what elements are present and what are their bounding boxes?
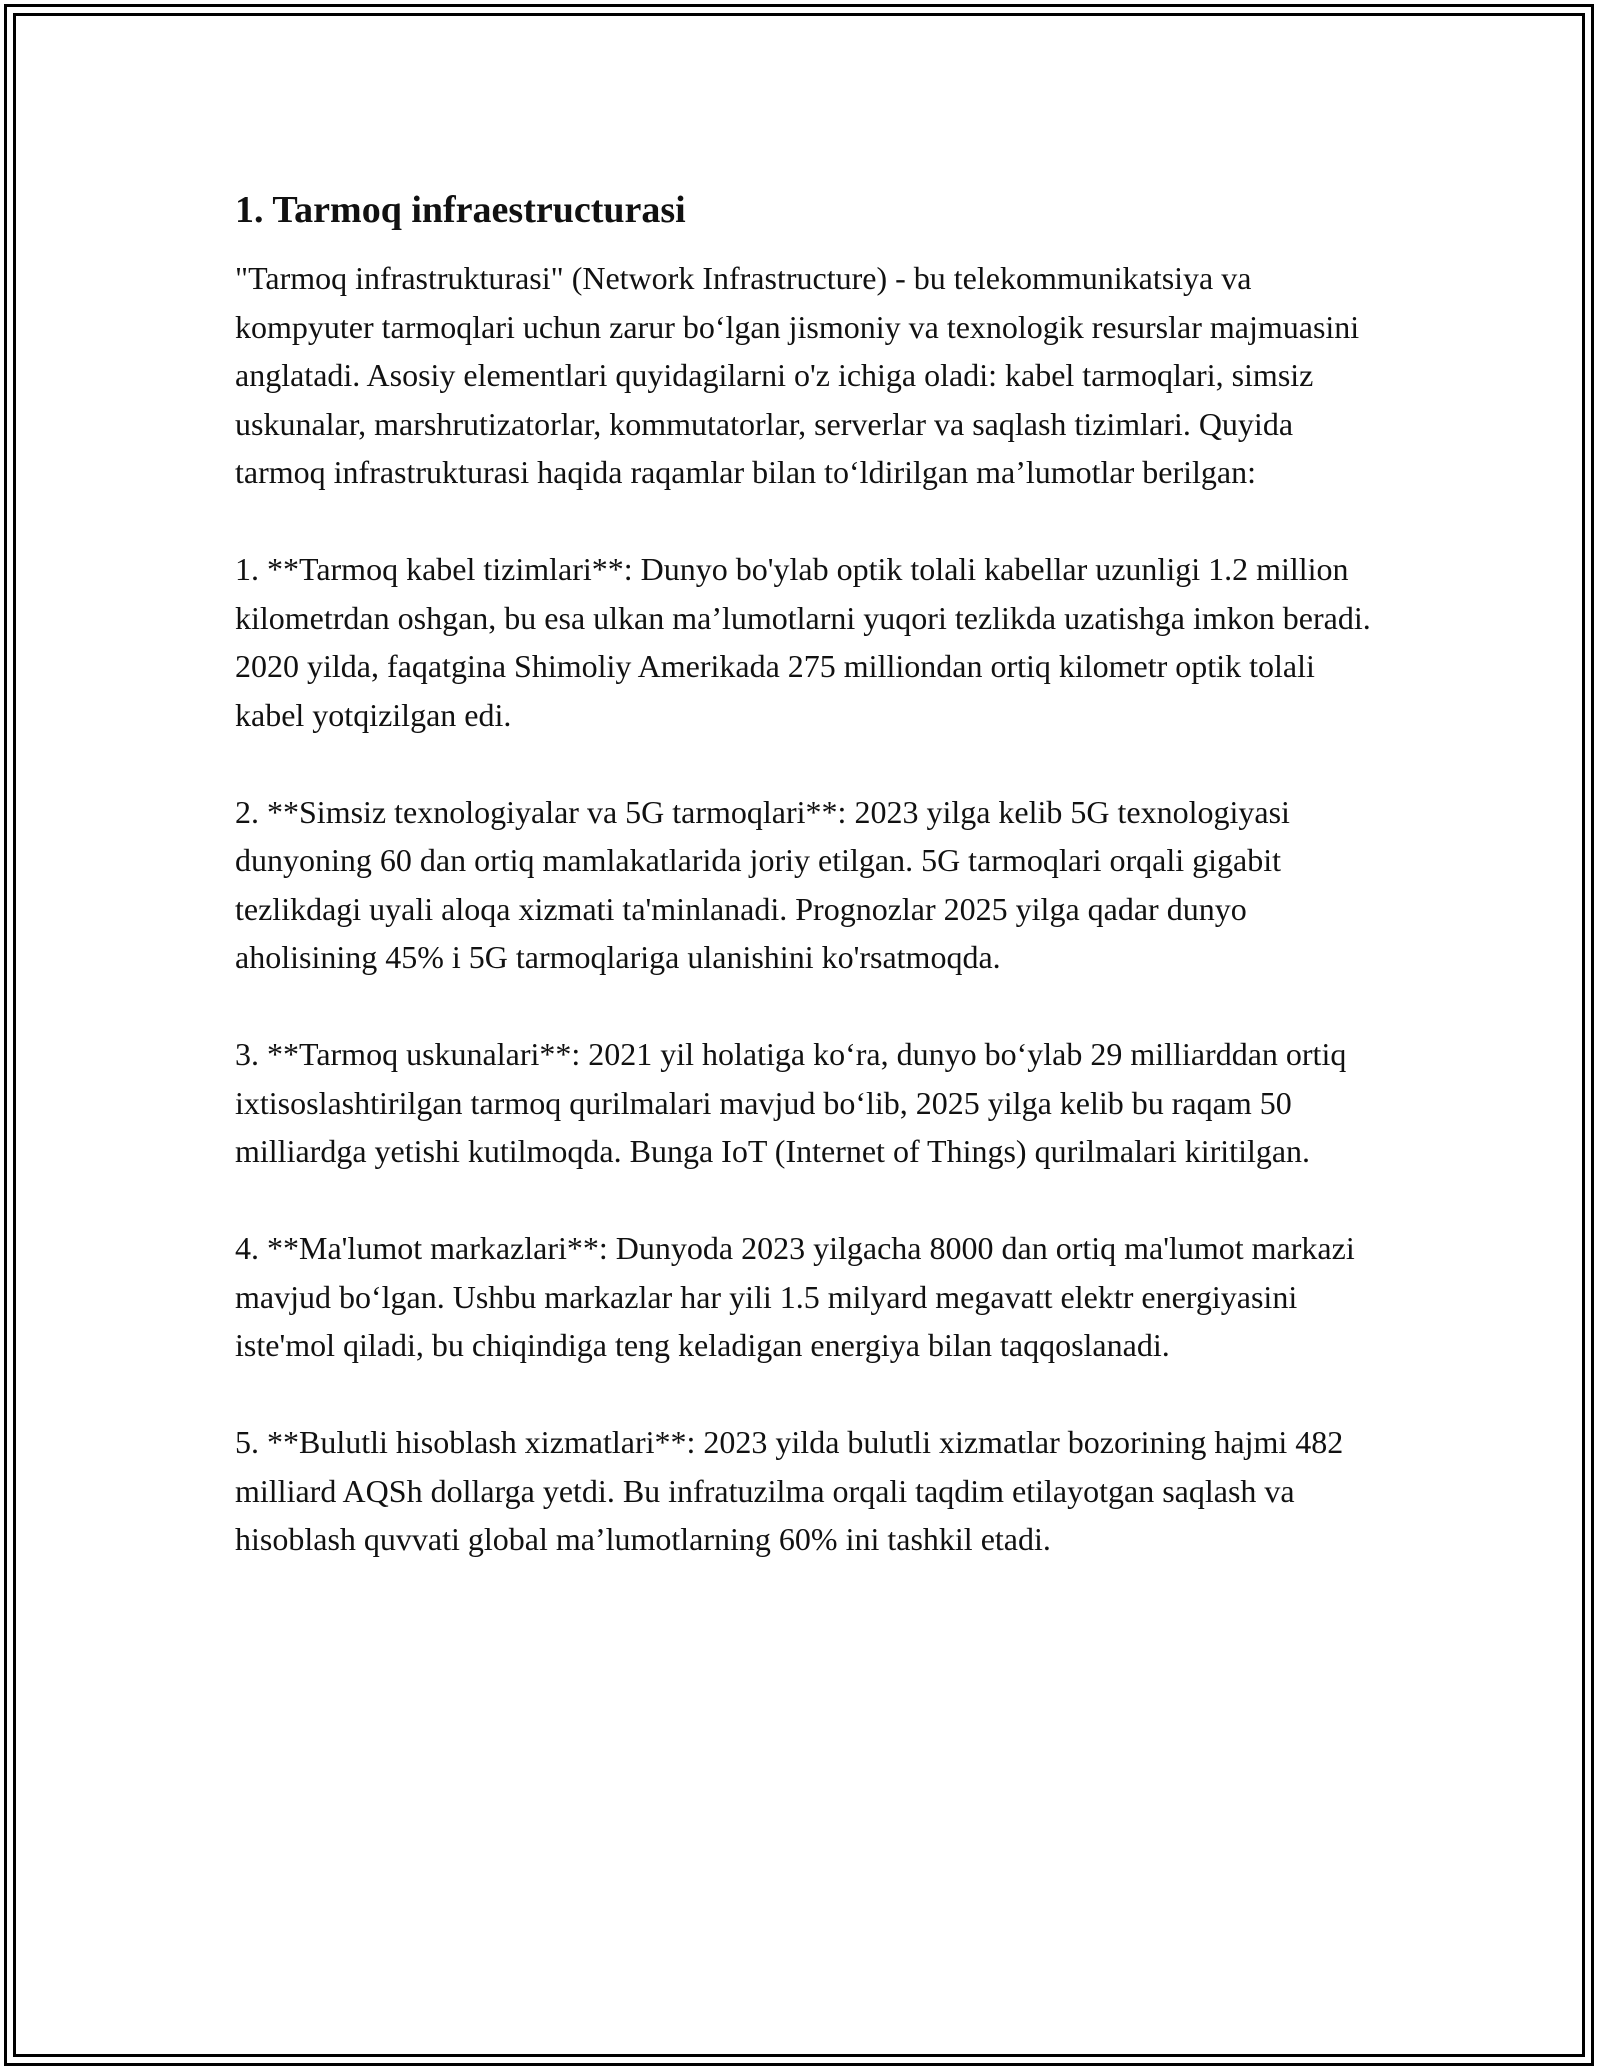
item-paragraph-cloud: 5. **Bulutli hisoblash xizmatlari**: 2023 yilda bulutli xizmatlar bozorining hajmi 482 milliard AQSh dollarga yetdi. Bu infratuzilma orqali taqdim etilayotgan saqlash va hisoblash quvvati global ma’lumotlarning 60% ini tashkil etadi. [235,1424,1344,1557]
document-body [235,186,1375,1564]
item-paragraph-cables: 1. **Tarmoq kabel tizimlari**: Dunyo bo'ylab optik tolali kabellar uzunligi 1.2 million kilometrdan oshgan, bu esa ulkan ma’lumotlarni yuqori tezlikda uzatishga imkon beradi. 2020 yilda, faqatgina Shimoliy Amerikada 275 milliondan ortiq kilometr optik tolali kabel yotqizilgan edi. [235,551,1371,733]
intro-paragraph: "Tarmoq infrastrukturasi" (Network Infrastructure) - bu telekommunikatsiya va kompyuter tarmoqlari uchun zarur bo‘lgan jismoniy va texnologik resurslar majmuasini anglatadi. Asosiy elementlari quyidagilarni o'z ichiga oladi: kabel tarmoqlari, simsiz uskunalar, marshrutizatorlar, kommutatorlar, serverlar va saqlash tizimlari. Quyida tarmoq infrastrukturasi haqida raqamlar bilan to‘ldirilgan ma’lumotlar berilgan: [235,260,1360,490]
section-heading: 1. Tarmoq infraestructurasi [235,189,686,231]
item-paragraph-wireless-5g: 2. **Simsiz texnologiyalar va 5G tarmoqlari**: 2023 yilga kelib 5G texnologiyasi dunyoning 60 dan ortiq mamlakatlarida joriy etilgan. 5G tarmoqlari orqali gigabit tezlikdagi uyali aloqa xizmati ta'minlanadi. Prognozlar 2025 yilga qadar dunyo aholisining 45% i 5G tarmoqlariga ulanishini ko'rsatmoqda. [235,793,1290,975]
item-paragraph-data-centers: 4. **Ma'lumot markazlari**: Dunyoda 2023 yilgacha 8000 dan ortiq ma'lumot markazi mavjud bo‘lgan. Ushbu markazlar har yili 1.5 milyard megavatt elektr energiyasini iste'mol qiladi, bu chiqindiga teng keladigan energiya bilan taqqoslanadi. [235,1230,1355,1363]
item-paragraph-equipment: 3. **Tarmoq uskunalari**: 2021 yil holatiga ko‘ra, dunyo bo‘ylab 29 milliarddan ortiq ixtisoslashtirilgan tarmoq qurilmalari mavjud bo‘lib, 2025 yilga kelib bu raqam 50 milliardga yetishi kutilmoqda. Bunga IoT (Internet of Things) qurilmalari kiritilgan. [235,1036,1347,1169]
